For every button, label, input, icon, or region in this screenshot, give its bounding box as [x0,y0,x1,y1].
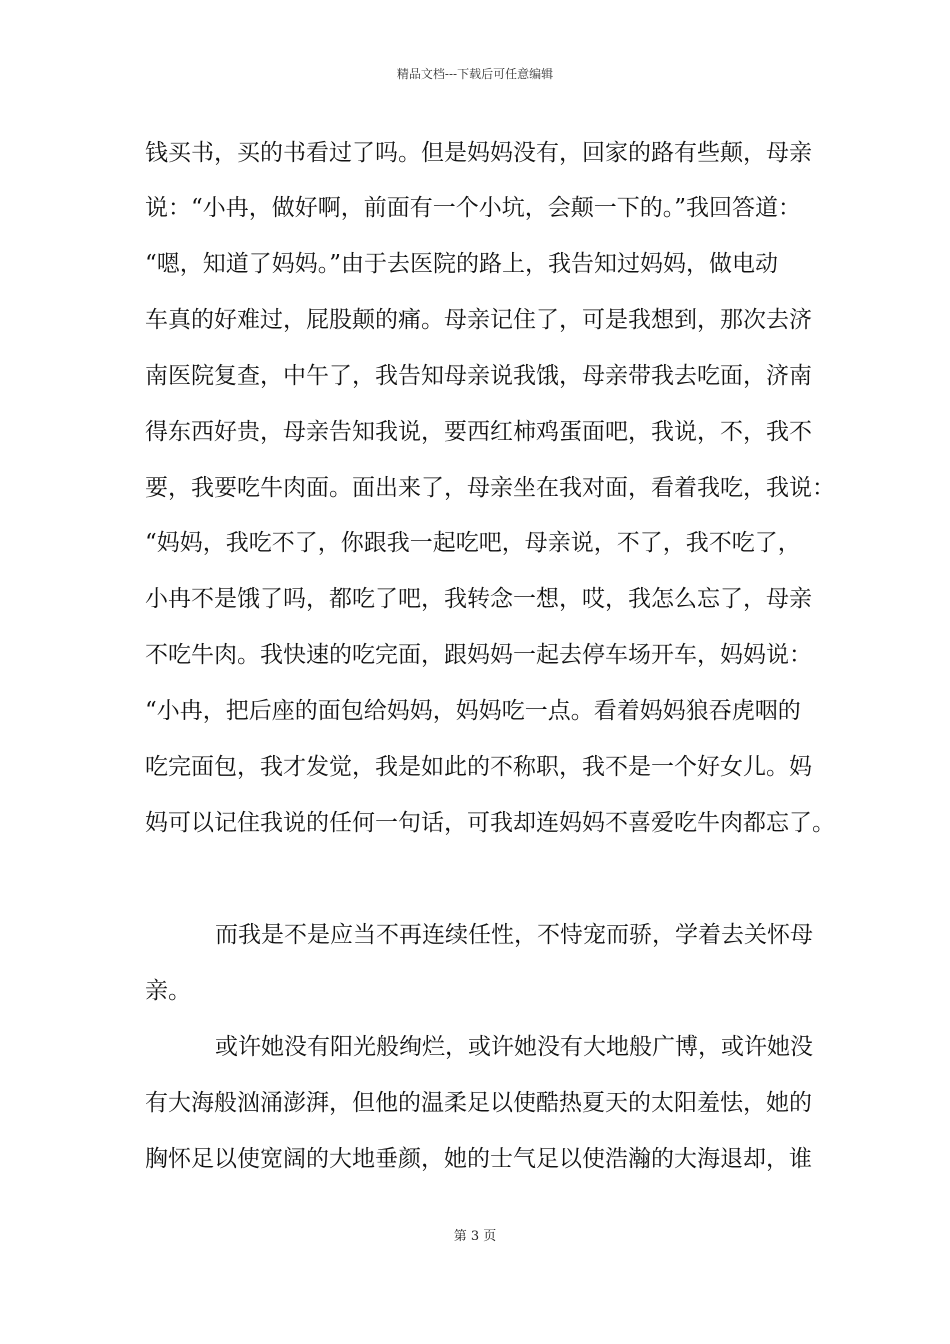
text-line: 钱买书，买的书看过了吗。但是妈妈没有，回家的路有些颠，母亲 [145,140,812,166]
text-line: 妈可以记住我说的任何一句话，可我却连妈妈不喜爱吃牛肉都忘了。 [145,810,835,836]
text-line: 胸怀足以使宽阔的大地垂颜，她的士气足以使浩瀚的大海退却，谁 [145,1146,812,1172]
page-header: 精品文档---下载后可任意编辑 [396,67,554,81]
text-line: 说：“小冉，做好啊，前面有一个小坑，会颠一下的。”我回答道： [145,195,802,221]
text-line: 南医院复查，中午了，我告知母亲说我饿，母亲带我去吃面，济南 [145,363,812,389]
text-line: “妈妈，我吃不了，你跟我一起吃吧，母亲说，不了，我不吃了， [145,530,801,556]
text-line: 不吃牛肉。我快速的吃完面，跟妈妈一起去停车场开车，妈妈说： [145,642,812,668]
text-line: “嗯，知道了妈妈。”由于去医院的路上，我告知过妈妈，做电动 [145,251,779,277]
text-line: 有大海般汹涌澎湃，但他的温柔足以使酷热夏天的太阳羞怯，她的 [145,1090,812,1116]
text-line: “小冉，把后座的面包给妈妈，妈妈吃一点。看着妈妈狼吞虎咽的 [145,698,801,724]
paragraph-first-line: 而我是不是应当不再连续任性，不恃宠而骄，学着去关怀母 [215,922,813,948]
text-line: 得东西好贵，母亲告知我说，要西红柿鸡蛋面吧，我说，不，我不 [145,419,812,445]
page-number: 第 3 页 [453,1229,497,1244]
text-line: 要，我要吃牛肉面。面出来了，母亲坐在我对面，看着我吃，我说： [145,475,835,501]
text-line: 车真的好难过，屁股颠的痛。母亲记住了，可是我想到，那次去济 [145,307,812,333]
paragraph-first-line: 或许她没有阳光般绚烂，或许她没有大地般广博，或许她没 [215,1034,813,1060]
text-line: 吃完面包，我才发觉，我是如此的不称职，我不是一个好女儿。妈 [145,754,812,780]
text-line: 小冉不是饿了吗，都吃了吧，我转念一想，哎，我怎么忘了，母亲 [145,586,812,612]
text-line: 亲。 [145,978,191,1004]
